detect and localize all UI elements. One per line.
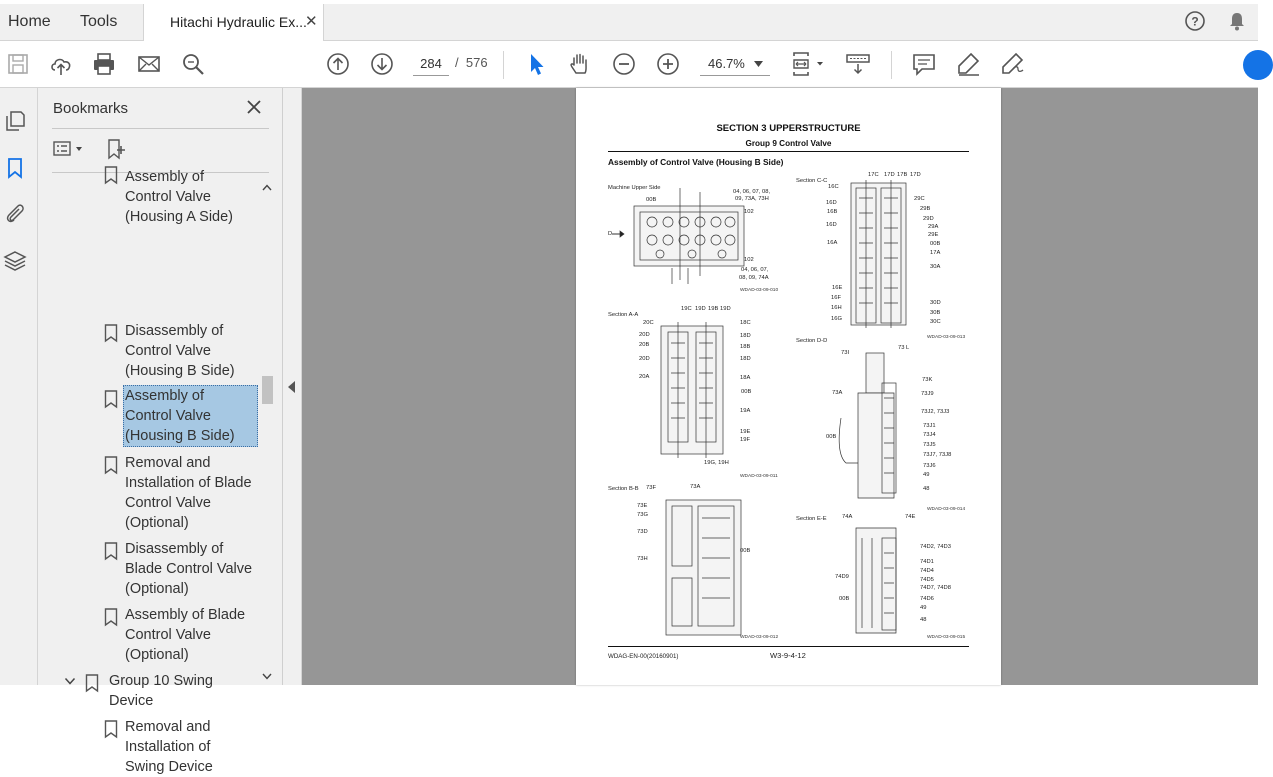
part-label: 00B [826,434,837,440]
bookmark-label-line: Removal and [125,719,211,735]
part-label: 74E [905,514,916,520]
part-label: 74D7, 74D8 [920,585,951,591]
part-label: 17B [897,172,908,178]
part-label: 30A [930,264,941,270]
bookmark-options-icon[interactable] [52,138,88,160]
bookmark-label-line: (Optional) [125,647,189,663]
part-label: 29B [920,206,931,212]
part-label: 73F [646,485,656,491]
bookmark-icon [104,720,118,738]
part-label: 16F [831,295,841,301]
bookmark-label-line: Control Valve [125,343,211,359]
next-page-icon[interactable] [369,51,395,77]
bookmark-label-line: Removal and [125,455,211,471]
part-label: 18C [740,320,751,326]
part-label: 74D6 [920,596,934,602]
panel-scrollbar-thumb[interactable] [262,376,273,404]
part-label: 73A [690,484,701,490]
bookmark-label-line: Control Valve [125,495,211,511]
diagram-section-c-c [851,180,906,328]
bookmark-label-line: Swing Device [125,759,213,775]
part-label: 73G [637,512,648,518]
bookmark-panel-icon[interactable] [4,157,26,179]
part-label: 16E [832,285,843,291]
bookmark-icon [104,390,118,408]
part-label: 73J1 [923,423,936,429]
bookmark-label-line: (Housing B Side) [125,428,235,444]
part-label: 73J5 [923,442,936,448]
part-label: 08, 09, 74A [739,275,769,281]
part-label: 20C [643,320,654,326]
group-title: Group 9 Control Valve [745,139,832,148]
collapse-arrow-icon[interactable] [288,381,296,393]
page-heading: Assembly of Control Valve (Housing B Side) [608,157,784,167]
part-label: 19F [740,437,750,443]
part-label: 20B [639,342,650,348]
part-label: 16B [827,209,838,215]
save-icon[interactable] [5,51,31,77]
part-label: 74D1 [920,559,934,565]
part-label: 74D2, 74D3 [920,544,951,550]
bookmark-label-line: Installation of Blade [125,475,252,491]
panel-divider [52,128,269,129]
bookmark-label-line: Group 10 Swing [109,673,213,689]
view-title: Section A-A [608,312,639,318]
part-label: 18D [740,333,751,339]
part-label: 73A [832,390,843,396]
drawing-code: WDAD-03-09-010 [740,288,779,293]
chevron-down-icon[interactable] [64,675,76,687]
zoom-out-icon[interactable] [611,51,637,77]
bookmarks-panel [38,88,283,775]
part-label: 16D [826,200,837,206]
page-thumbnails-icon[interactable] [4,110,26,132]
diagram-section-a-a [661,322,723,458]
bookmark-label-line: (Optional) [125,581,189,597]
part-label: 19D [695,306,706,312]
help-icon[interactable] [1184,10,1206,32]
diagram-machine-upper-side [612,188,744,284]
part-label: 74D9 [835,574,849,580]
diagram-section-b-b [666,500,741,635]
tab-close-icon[interactable]: ✕ [305,13,318,30]
diagram-section-e-e [856,528,896,633]
bookmark-label-line: (Housing A Side) [125,209,234,225]
bookmark-icon [104,456,118,474]
part-label: 74A [842,514,853,520]
view-title: Machine Upper Side [608,185,661,191]
bookmark-label-line: Device [109,693,154,709]
document-tab[interactable] [143,4,324,42]
part-label: 49 [923,472,930,478]
page-number-label: W3-9-4-12 [770,651,806,660]
drawing-code: WDAD-03-09-014 [927,507,966,512]
menu-home[interactable]: Home [8,13,51,30]
part-label: 102 [744,209,754,215]
part-label: 18D [740,356,751,362]
document-tab-title: Hitachi Hydraulic Ex... [170,14,307,30]
part-label: 48 [920,617,927,623]
drawing-code: WDAD-03-09-015 [927,635,966,640]
part-label: 04, 06, 07, 08, [733,189,771,195]
bookmark-label-line: Disassembly of [125,541,224,557]
page-separator: / [455,55,459,70]
upload-cloud-icon[interactable] [48,51,74,77]
part-label: 17C [868,172,879,178]
part-label: 17D [884,172,895,178]
hand-tool-icon[interactable] [567,51,593,77]
zoom-level-select[interactable] [700,52,770,76]
part-label: 19E [740,429,751,435]
layers-icon[interactable] [4,250,26,272]
part-label: 16C [828,184,839,190]
comment-icon[interactable] [911,51,937,77]
part-label: 16D [826,222,837,228]
part-label: 73D [637,529,648,535]
toolbar-divider [503,51,504,79]
part-label: 19B [708,306,719,312]
part-label: 49 [920,605,927,611]
part-label: 73 L [898,345,910,351]
part-label: 73K [922,377,933,383]
part-label: 73I [841,350,850,356]
notifications-bell-icon[interactable] [1226,10,1248,32]
part-label: 00B [646,197,657,203]
bookmark-label-line: Installation of [125,739,211,755]
pdf-page [576,88,1001,685]
part-label: 16G [831,316,842,322]
part-label: 29C [914,196,925,202]
part-label: 73J7, 73J8 [923,452,952,458]
bookmark-icon [104,324,118,342]
sign-pen-icon[interactable] [999,51,1025,77]
part-label: 29E [928,232,939,238]
part-label: 09, 73A, 73H [735,196,769,202]
part-label: D [608,231,613,237]
part-label: 17D [910,172,921,178]
bookmark-icon [85,674,99,692]
part-label: 16A [827,240,838,246]
drawing-code: WDAD-03-09-013 [927,335,966,340]
part-label: 19A [740,408,751,414]
chevron-down-icon [754,61,763,67]
part-label: 04, 06, 07, [741,267,769,273]
bookmark-label-line: (Housing B Side) [125,363,235,379]
bookmark-label-line: Assembly of [125,169,204,185]
email-icon[interactable] [136,51,162,77]
svg-text:?: ? [1191,14,1199,29]
bookmark-label-line: Blade Control Valve [125,561,253,577]
bookmark-icon [104,608,118,626]
part-label: 73J2, 73J3 [921,409,950,415]
part-label: 00B [740,548,751,554]
part-label: 18A [740,375,751,381]
panel-collapse-handle[interactable] [283,88,302,685]
panel-title: Bookmarks [53,100,129,117]
view-title: Section B-B [608,486,639,492]
bookmark-label-line: Assembly of Blade [125,607,246,623]
view-title: Section C-C [796,178,828,184]
section-title: SECTION 3 UPPERSTRUCTURE [716,123,861,134]
part-label: 19G, 19H [704,460,729,466]
view-title: Section E-E [796,516,827,522]
navigation-rail [0,88,38,685]
page-fit-icon[interactable] [790,51,826,77]
part-label: 73J4 [923,432,936,438]
part-label: 20D [639,356,650,362]
part-label: 00B [839,596,850,602]
part-label: 74D4 [920,568,934,574]
bookmark-label-line: Control Valve [125,627,211,643]
part-label: 73E [637,503,648,509]
select-cursor-icon[interactable] [523,51,549,77]
view-title: Section D-D [796,338,828,344]
drawing-code: WDAD-03-09-012 [740,635,779,640]
zoom-level-value: 46.7% [708,56,745,71]
footer-rule [608,646,969,647]
part-label: 29D [923,216,934,222]
scroll-up-icon[interactable] [261,182,273,194]
new-bookmark-icon[interactable] [104,138,128,162]
part-label: 19D [720,306,731,312]
valve-diagrams [576,88,1001,685]
bookmark-icon [104,166,118,184]
part-label: 20A [639,374,650,380]
part-label: 20D [639,332,650,338]
total-pages: 576 [465,55,488,70]
part-label: 19C [681,306,692,312]
part-label: 17A [930,250,941,256]
scroll-mode-icon[interactable] [845,51,871,77]
part-label: 30B [930,310,941,316]
bookmark-label-line: Control Valve [125,189,211,205]
bookmark-label-line: (Optional) [125,515,189,531]
part-label: 73J9 [921,391,934,397]
part-label: 00B [930,241,941,247]
share-button[interactable] [1243,50,1273,80]
part-label: 30D [930,300,941,306]
scroll-down-icon[interactable] [261,670,273,682]
current-page-input[interactable]: 284 [413,52,449,76]
document-code: WDAG-EN-00(20160901) [608,653,679,660]
page-count [455,55,488,70]
part-label: 18B [740,344,751,350]
part-label: 73H [637,556,648,562]
part-label: 73J6 [923,463,936,469]
bookmark-label-line: Assembly of [125,388,204,404]
part-label: 29A [928,224,939,230]
part-label: 102 [744,257,754,263]
drawing-code: WDAD-03-09-011 [740,474,778,479]
part-label: 16H [831,305,842,311]
close-icon[interactable] [244,97,264,117]
search-zoom-icon[interactable] [180,51,206,77]
part-label: 00B [741,389,752,395]
menu-tools[interactable]: Tools [80,13,118,30]
part-label: 74D5 [920,577,934,583]
toolbar-divider [891,51,892,79]
part-label: 48 [923,486,930,492]
tab-bar [0,4,1258,41]
bookmark-label-line: Disassembly of [125,323,224,339]
bookmark-icon [104,542,118,560]
highlight-pen-icon[interactable] [955,51,981,77]
bookmark-list [52,169,262,775]
attachment-icon[interactable] [4,202,26,224]
bookmark-label-line: Control Valve [125,408,211,424]
previous-page-icon[interactable] [325,51,351,77]
zoom-in-icon[interactable] [655,51,681,77]
part-label: 30C [930,319,941,325]
diagram-section-d-d [839,353,896,498]
print-icon[interactable] [91,51,117,77]
toolbar [0,41,1258,88]
